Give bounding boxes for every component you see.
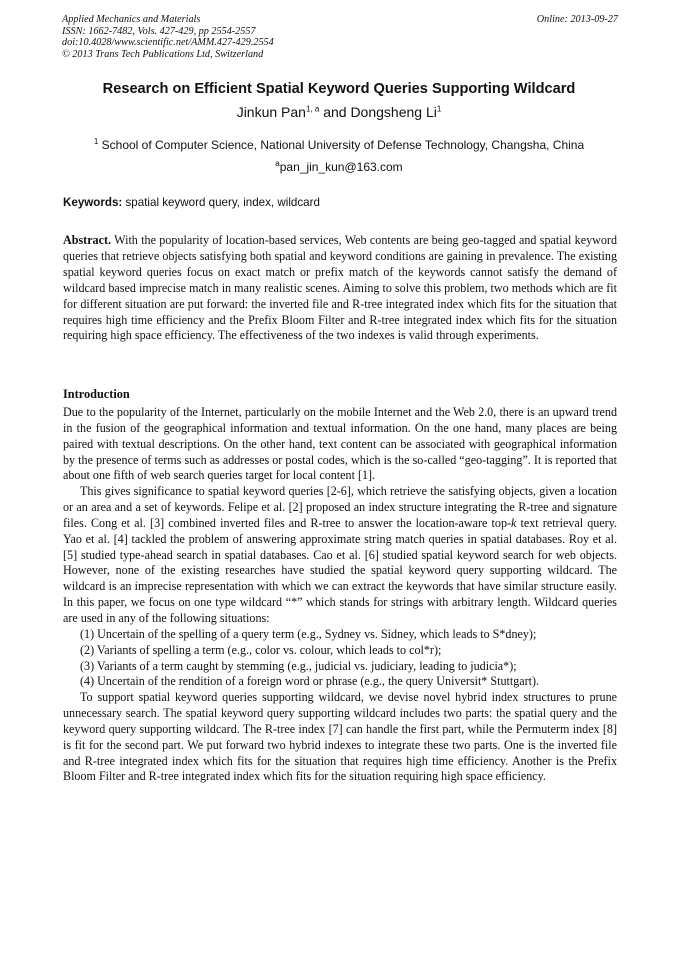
italic-k: k xyxy=(511,515,517,530)
author-line xyxy=(40,104,638,120)
paragraph: Due to the popularity of the Internet, particularly on the mobile Internet and the Web 2.0, there is an upward trend in the fusion of the geographical information and textual information. On the one hand, many places are being paired with textual descriptions. On the other hand, text content can be associated with geographical information by the presence of terms such as addresses or postal codes, which is the so-called “geo-tagging”. It is reported that about one fifth of web search queries target for local content [1]. xyxy=(63,405,617,483)
keywords xyxy=(63,196,617,209)
affiliation xyxy=(40,138,638,152)
list-item: (3) Variants of a term caught by stemming (e.g., judicial vs. judiciary, leading to judicia*); xyxy=(80,658,517,673)
affiliation-marker: 1 xyxy=(93,137,99,146)
paragraph-text: text retrieval query. Yao et al. [4] tackled the problem of answering approximate string match queries in spatial databases. Roy et al. [5] studied type-ahead search in spatial databases. Cao et al. [6] studied spatial keyword search for web objects. However, none of the existing researches have studied the spatial keyword query supporting wildcard. The wildcard is an imprecise representation with which we can extract the keywords that have similar structure easily. In this paper, we focus on one type wildcard “*” which stands for strings with arbitrary length. Wildcard queries are used in any of the following situations: xyxy=(63,515,617,625)
list-item: (2) Variants of spelling a term (e.g., color vs. colour, which leads to col*r); xyxy=(80,642,442,657)
doi-line: doi:10.4028/www.scientific.net/AMM.427-429.2554 xyxy=(62,37,274,49)
list-item: (4) Uncertain of the rendition of a foreign word or phrase (e.g., the query Universit* Stuttgart). xyxy=(80,674,540,689)
author-superscript: 1, a xyxy=(305,104,320,114)
paper-title: Research on Efficient Spatial Keyword Queries Supporting Wildcard xyxy=(102,81,576,97)
author-name: Jinkun Pan xyxy=(236,104,306,120)
author-superscript: 1 xyxy=(436,104,442,114)
email-text: pan_jin_kun@163.com xyxy=(279,160,403,174)
keywords-label: Keywords: xyxy=(63,196,123,209)
abstract-label: Abstract. xyxy=(63,233,112,247)
journal-name: Applied Mechanics and Materials xyxy=(62,14,201,25)
abstract-text: With the popularity of location-based services, Web contents are being geo-tagged and spatial keyword queries that retrieve objects satisfying both spatial and keyword conditions are gaining in prevalence. The existing spatial keyword queries focus on exact match or prefix match of the keywords cannot satisfy the demand of wildcard based imprecise match in many realistic scenes. Aiming to solve this problem, two methods which are fit for different situation are put forward: the inverted file and R-tree integrated index which fits for the situation that requires high time efficiency and the Prefix Bloom Filter and R-tree integrated index which fits for the situation requiring high space efficiency. The effectiveness of the two indexes is valid through experiments. xyxy=(63,233,617,343)
list-item: (1) Uncertain of the spelling of a query term (e.g., Sydney vs. Sidney, which leads to S*dney); xyxy=(80,626,537,641)
section-heading: Introduction xyxy=(63,387,130,401)
online-date: Online: 2013-09-27 xyxy=(536,14,618,25)
author-name: and Dongsheng Li xyxy=(319,104,437,120)
email-marker: a xyxy=(275,159,280,168)
author-email xyxy=(40,160,638,174)
introduction-body xyxy=(63,405,617,785)
keywords-text: spatial keyword query, index, wildcard xyxy=(122,196,320,209)
paragraph xyxy=(63,484,617,627)
abstract xyxy=(63,233,617,344)
paragraph-text: This gives significance to spatial keyword queries [2-6], which retrieve the satisfying objects, given a location or an area and a set of keywords. Felipe et al. [2] proposed an index structure integrating the R-tree and signature files. Cong et al. [3] combined inverted files and R-tree to answer the location-aware top- xyxy=(63,484,617,530)
issn-line: ISSN: 1662-7482, Vols. 427-429, pp 2554-2557 xyxy=(62,25,256,37)
affiliation-text: School of Computer Science, National University of Defense Technology, Changsha, China xyxy=(98,138,585,152)
copyright-line: © 2013 Trans Tech Publications Ltd, Switzerland xyxy=(62,48,264,60)
paragraph: To support spatial keyword queries supporting wildcard, we devise novel hybrid index structures to prune unnecessary search. The spatial keyword query supporting wildcard includes two parts: the spatial query and the keyword query supporting wildcard. The R-tree index [7] can handle the first part, while the Permuterm index [8] is fit for the second part. We put forward two hybrid indexes to integrate these two parts. One is the inverted file and R-tree integrated index which fits for the situation that requires high time efficiency. Another is the Prefix Bloom Filter and R-tree integrated index which fits for the situation requiring high space efficiency. xyxy=(63,690,617,784)
journal-header xyxy=(62,14,618,60)
